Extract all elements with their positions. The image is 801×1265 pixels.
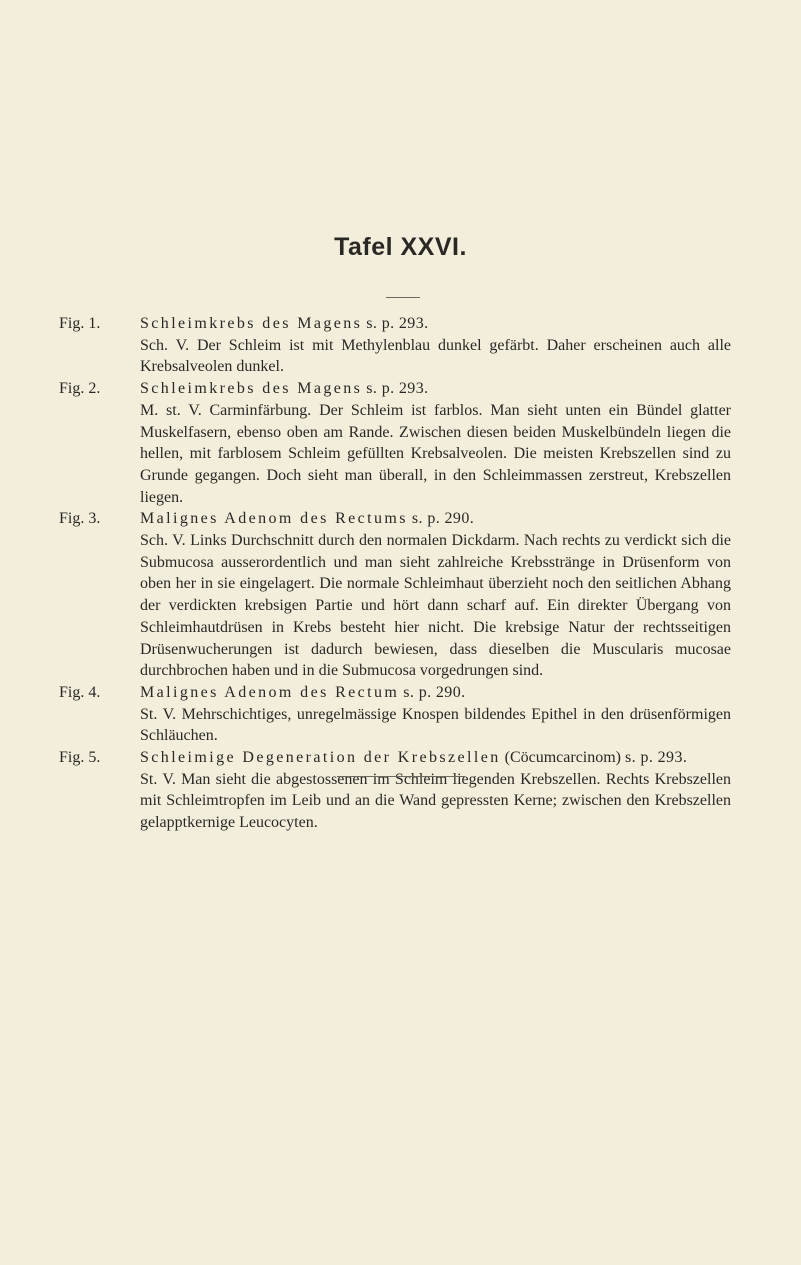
title-divider (386, 297, 420, 298)
figure-heading (140, 747, 731, 769)
figure-heading (140, 378, 731, 400)
figure-name: Schleimkrebs des Magens (140, 315, 363, 332)
figure-heading (140, 682, 731, 704)
page-reference: s. p. 293. (366, 380, 429, 398)
page-reference: s. p. 290. (411, 510, 475, 528)
figure-name: Malignes Adenom des Rectums (140, 510, 408, 528)
figure-name: Schleimige Degeneration der Krebszellen (140, 749, 501, 767)
figure-description: Sch. V. Links Durchschnitt durch den normalen Dickdarm. Nach rechts zu verdickt sich die Submucosa ausserordentlich und man sieht zahlreiche Krebsstränge in Drüsenform von oben her in sie eingelagert. Die normale Schleimhaut überzieht noch den seitlichen Abhang der verdickten krebsigen Partie und hört dann scharf auf. Ein direkter Übergang von Schleimhautdrüsen in Krebs besteht hier nicht. Die krebsige Natur der rechtsseitigen Drüsenwucherungen ist dadurch bewiesen, dass dieselben die Muscularis mucosae durchbrochen haben und in die Submucosa vorgedrungen sind. (140, 532, 731, 680)
figure-name: Schleimkrebs des Magens (140, 380, 363, 398)
figure-description: St. V. Mehrschichtiges, unregelmässige Knospen bildendes Epithel in den drüsenförmigen Schläuchen. (140, 705, 731, 745)
figure-name: Malignes Adenom des Rectum (140, 683, 400, 701)
page-reference: s. p. 293. (366, 315, 429, 332)
figure-label: Fig. 5. (59, 749, 101, 767)
figure-list (59, 313, 731, 834)
figure-subtitle: (Cöcumcarcinom) (504, 749, 622, 767)
plate-title: Tafel XXVI. (334, 233, 467, 261)
figure-description: St. V. Man sieht die abgestossenen im Schleim liegenden Krebszellen. Rechts Krebszellen mit Schleimtropfen im Leib und an die Wand gepressten Kerne; zwischen den Krebszellen gelapptkernige Leucocyten. (140, 770, 731, 832)
figure-entry (59, 508, 731, 682)
figure-entry (59, 682, 731, 747)
page-reference: s. p. 293. (625, 749, 688, 767)
figure-heading (140, 313, 731, 335)
closing-divider (337, 776, 465, 777)
page-reference: s. p. 290. (403, 683, 466, 701)
figure-label: Fig. 1. (59, 315, 101, 332)
figure-entry (59, 747, 731, 834)
figure-label: Fig. 2. (59, 380, 101, 398)
figure-entry (59, 313, 731, 378)
figure-description: Sch. V. Der Schleim ist mit Methylenblau dunkel gefärbt. Daher erscheinen auch alle Krebsalveolen dunkel. (140, 336, 731, 376)
figure-label: Fig. 3. (59, 510, 101, 528)
figure-heading (140, 508, 731, 530)
figure-entry (59, 378, 731, 508)
figure-description: M. st. V. Carminfärbung. Der Schleim ist farblos. Man sieht unten ein Bündel glatter Muskelfasern, ebenso oben am Rande. Zwischen diesen beiden Muskelbündeln liegen die hellen, mit farblosem Schleim gefüllten Krebsalveolen. Die meisten Krebszellen sind zu Grunde gegangen. Doch sieht man überall, in den Schleimmassen zerstreut, Krebszellen liegen. (140, 401, 731, 506)
figure-label: Fig. 4. (59, 683, 101, 701)
